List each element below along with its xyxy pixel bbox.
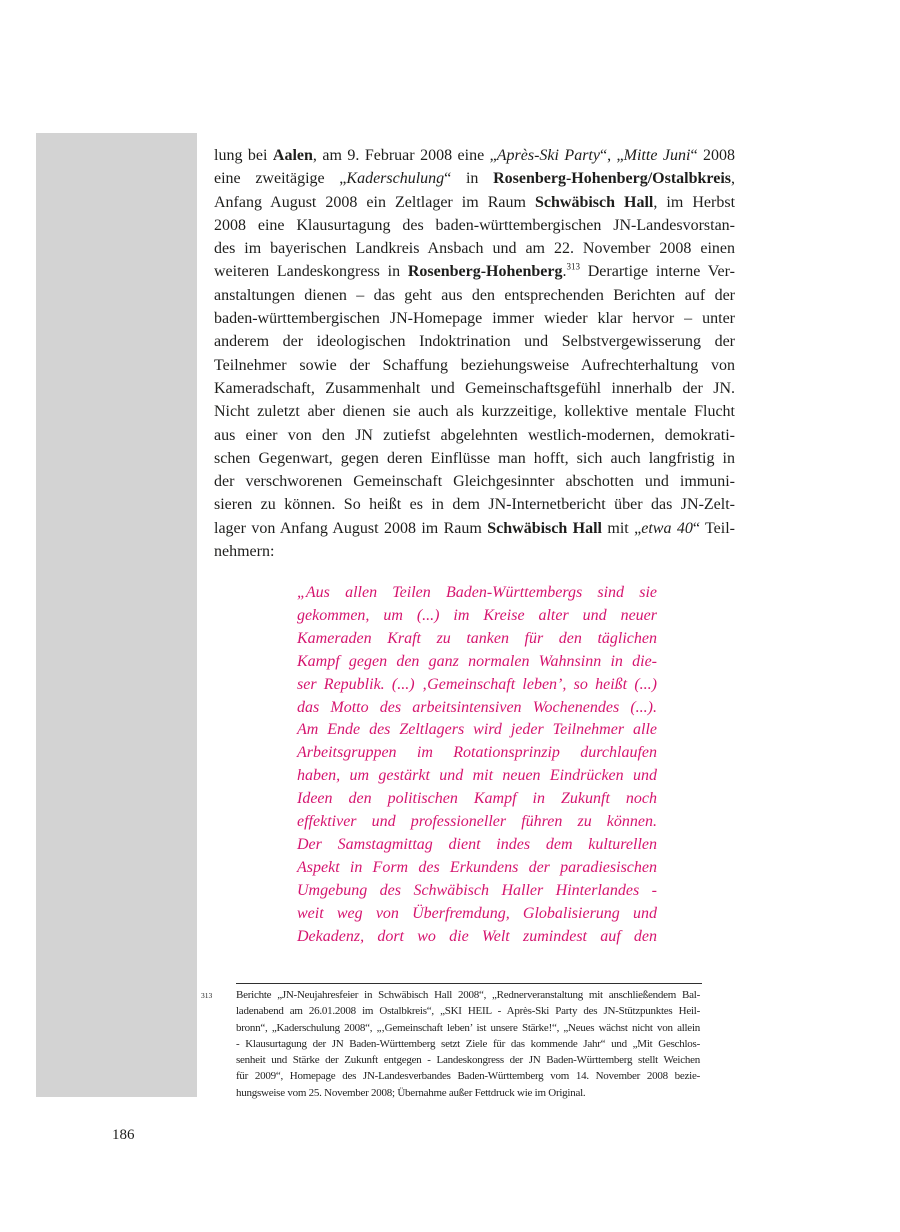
text-line: Kameraden Kraft zu tanken für den täglichen	[297, 629, 657, 647]
text-line: anstaltungen dienen – das geht aus den entsprechenden Berichten auf der	[214, 286, 735, 304]
text-line: lung bei Aalen, am 9. Februar 2008 eine „Après-Ski Party“, „Mitte Juni“ 2008	[214, 147, 736, 164]
footnote-text	[236, 987, 700, 1101]
text-line: Arbeitsgruppen im Rotationsprinzip durchlaufen	[297, 744, 657, 762]
text-line: weiteren Landeskongress in Rosenberg-Hohenberg.$^{313}$ Derartige interne Ver-	[214, 262, 735, 281]
text-line: senheit und Stärke der Zukunft entgegen - Landeskongress der JN Baden-Württemberg stellt Weichen	[236, 1054, 700, 1067]
footnote-separator	[236, 983, 702, 984]
text-line: weit weg von Überfremdung, Globalisierung und	[297, 904, 657, 922]
text-line: Teilnehmer sowie der Schaffung beziehungsweise Aufrechterhaltung von	[214, 356, 735, 374]
text-line: Umgebung des Schwäbisch Haller Hinterlandes -	[297, 881, 657, 899]
text-line: effektiver und professioneller führen zu können.	[297, 813, 657, 831]
text-line: gekommen, um (...) im Kreise alter und neuer	[297, 606, 657, 624]
text-line: ser Republik. (...) ‚Gemeinschaft leben’, so heißt (...)	[297, 675, 657, 693]
text-line: baden-württembergischen JN-Homepage immer wieder klar hervor – unter	[214, 310, 735, 328]
text-line: sieren zu können. So heißt es in dem JN-Internetbericht über das JN-Zelt-	[214, 496, 735, 514]
text-line: Der Samstagmittag dient indes dem kulturellen	[297, 835, 657, 853]
text-line: das Motto des arbeitsintensiven Wochenendes (...).	[297, 698, 657, 716]
text-line: des im bayerischen Landkreis Ansbach und am 22. November 2008 einen	[214, 240, 735, 258]
text-line: 2008 eine Klausurtagung des baden-württembergischen JN-Landesvorstan-	[214, 216, 735, 234]
footnote-marker: 313	[201, 991, 213, 1000]
text-line: - Klausurtagung der JN Baden-Württemberg setzt Ziele für das kommende Jahr“ und „Mit Geschlos-	[236, 1037, 700, 1050]
text-line: Am Ende des Zeltlagers wird jeder Teilnehmer alle	[297, 721, 657, 739]
body-paragraph	[214, 144, 735, 563]
text-line: schen Gegenwart, gegen deren Einflüsse man hofft, sich auch langfristig in	[214, 449, 735, 467]
text-line: nehmern:	[214, 543, 275, 561]
page-number: 186	[112, 1127, 135, 1143]
block-quote	[297, 582, 657, 949]
margin-gray-block	[36, 133, 197, 1097]
text-line: Berichte „JN-Neujahresfeier in Schwäbisch Hall 2008“, „Rednerveranstaltung mit anschließendem Bal-	[236, 989, 700, 1001]
text-line: anderem der ideologischen Indoktrination und Selbstvergewisserung der	[214, 333, 735, 351]
text-line: Kampf gegen den ganz normalen Wahnsinn in die-	[297, 652, 657, 670]
text-line: Aspekt in Form des Erkundens der paradiesischen	[297, 858, 657, 876]
text-line: aus einer von den JN zutiefst abgelehnten westlich-modernen, demokrati-	[214, 426, 735, 444]
text-line: Kameradschaft, Zusammenhalt und Gemeinschaftsgefühl innerhalb der JN.	[214, 379, 735, 397]
text-line: ladenabend am 26.01.2008 im Ostalbkreis“, „SKI HEIL - Après-Ski Party des JN-Stützpunktes Heil-	[236, 1005, 700, 1018]
text-line: Anfang August 2008 ein Zeltlager im Raum Schwäbisch Hall, im Herbst	[214, 193, 736, 211]
text-line: „Aus allen Teilen Baden-Württembergs sind sie	[297, 584, 657, 601]
text-line: für 2009“, Homepage des JN-Landesverbandes Baden-Württemberg vom 14. November 2008 bezie-	[236, 1070, 700, 1083]
text-line: Dekadenz, dort wo die Welt zumindest auf den	[297, 927, 657, 945]
text-line: bronn“, „Kaderschulung 2008“, „‚Gemeinschaft leben’ ist unsere Stärke!“, „Neues wächst nicht von allein	[236, 1021, 700, 1034]
text-line: der verschworenen Gemeinschaft Gleichgesinnter abschotten und immuni-	[214, 473, 735, 491]
text-line: hungsweise vom 25. November 2008; Übernahme außer Fettdruck wie im Original.	[236, 1086, 586, 1099]
text-line: eine zweitägige „Kaderschulung“ in Rosenberg-Hohenberg/Ostalbkreis,	[214, 170, 735, 188]
text-line: Ideen den politischen Kampf in Zukunft noch	[297, 790, 657, 808]
text-line: haben, um gestärkt und mit neuen Eindrücken und	[297, 767, 657, 785]
text-line: lager von Anfang August 2008 im Raum Schwäbisch Hall mit „etwa 40“ Teil-	[214, 519, 736, 537]
text-line: Nicht zuletzt aber dienen sie auch als kurzzeitige, kollektive mentale Flucht	[214, 403, 735, 421]
